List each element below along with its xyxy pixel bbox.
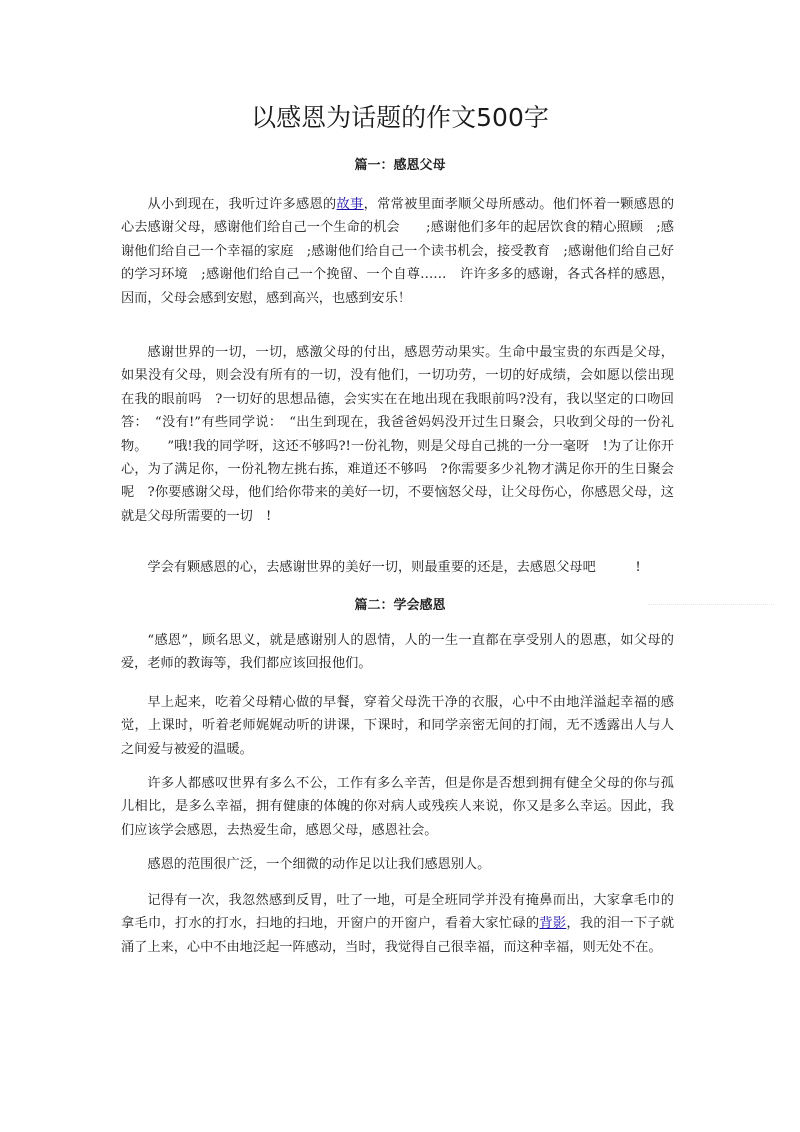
paragraph-text: 从小到现在，我听过许多感恩的 xyxy=(147,197,337,212)
paragraph: 学会有颗感恩的心，去感谢世界的美好一切，则最重要的还是，去感恩父母吧 ! xyxy=(147,560,641,575)
paragraph: 早上起来，吃着父母精心做的早餐，穿着父母洗干净的衣服，心中不由地洋溢起幸福的感觉，上课时，听着老师娓娓动听的讲课，下课时，和同学亲密无间的打闹，无不透露出人与人之间爱与被爱的温暖。 xyxy=(121,695,674,757)
section-heading-1: 篇一：感恩父母 xyxy=(354,158,446,173)
paragraph: 感恩的范围很广泛，一个细微的动作足以让我们感恩别人。 xyxy=(147,857,491,872)
paragraph: “感恩”，顾名思义，就是感谢别人的恩情，人的一生一直都在享受别人的恩惠，如父母的爱，老师的教诲等，我们都应该回报他们。 xyxy=(121,633,674,672)
section-heading-2: 篇二：学会感恩 xyxy=(354,598,446,613)
document-title: 以感恩为话题的作文500字 xyxy=(251,103,549,132)
paragraph-text: ，常常被里面孝顺父母所感动。他们怀着一颗感恩的心去感谢父母，感谢他们给自己一个生命的机会 ;感谢他们多年的起居饮食的精心照顾 ;感谢他们给自己一个幸福的家庭 ;感谢他们给自己一个读书机会，接受教育 ;感谢他们给自己好的学习环境 ;感谢他们给自己一个挽留、一个自尊…… 许许多多的感谢，各式各样的感恩，因而，父母会感到安慰，感到高兴，也感到安乐！ xyxy=(121,197,675,306)
story-link[interactable]: 故事 xyxy=(336,197,364,212)
paragraph xyxy=(121,889,674,959)
paragraph: 许多人都感叹世界有多么不公，工作有多么辛苦，但是你是否想到拥有健全父母的你与孤儿相比，是多么幸福，拥有健康的体魄的你对病人或残疾人来说，你又是多么幸运。因此，我们应该学会感恩，去热爱生命，感恩父母，感恩社会。 xyxy=(121,776,674,838)
back-view-link[interactable]: 背影 xyxy=(539,916,567,932)
paragraph: 感谢世界的一切，一切，感激父母的付出，感恩劳动果实。生命中最宝贵的东西是父母，如果没有父母，则会没有所有的一切，没有他们，一切功劳，一切的好成绩，会如愿以偿出现在我的眼前吗 ?一切好的思想品德，会实实在在地出现在我眼前吗?没有，我以坚定的口吻回答： “没有!”有些同学说： “出生到现在，我爸爸妈妈没开过生日聚会，只收到父母的一份礼物。 ”哦!我的同学呀，这还不够吗?!一份礼物，则是父母自己挑的一分一毫呀 !为了让你开心，为了满足你，一份礼物左挑右拣，难道还不够吗 ?你需要多少礼物才满足你开的生日聚会呢 ?你要感谢父母，他们给你带来的美好一切，不要恼怒父母，让父母伤心，你感恩父母，这就是父母所需要的一切 ! xyxy=(121,345,674,524)
paragraph-text: ，我的泪一下子就涌了上来，心中不由地泛起一阵感动，当时，我觉得自己很幸福，而这种幸福，则无处不在。 xyxy=(121,916,675,955)
paragraph-text: 记得有一次，我忽然感到反胃，吐了一地，可是全班同学并没有掩鼻而出，大家拿毛巾的拿毛巾，打水的打水，扫地的扫地，开窗户的开窗户，看着大家忙碌的 xyxy=(121,893,674,932)
paragraph xyxy=(121,193,674,310)
